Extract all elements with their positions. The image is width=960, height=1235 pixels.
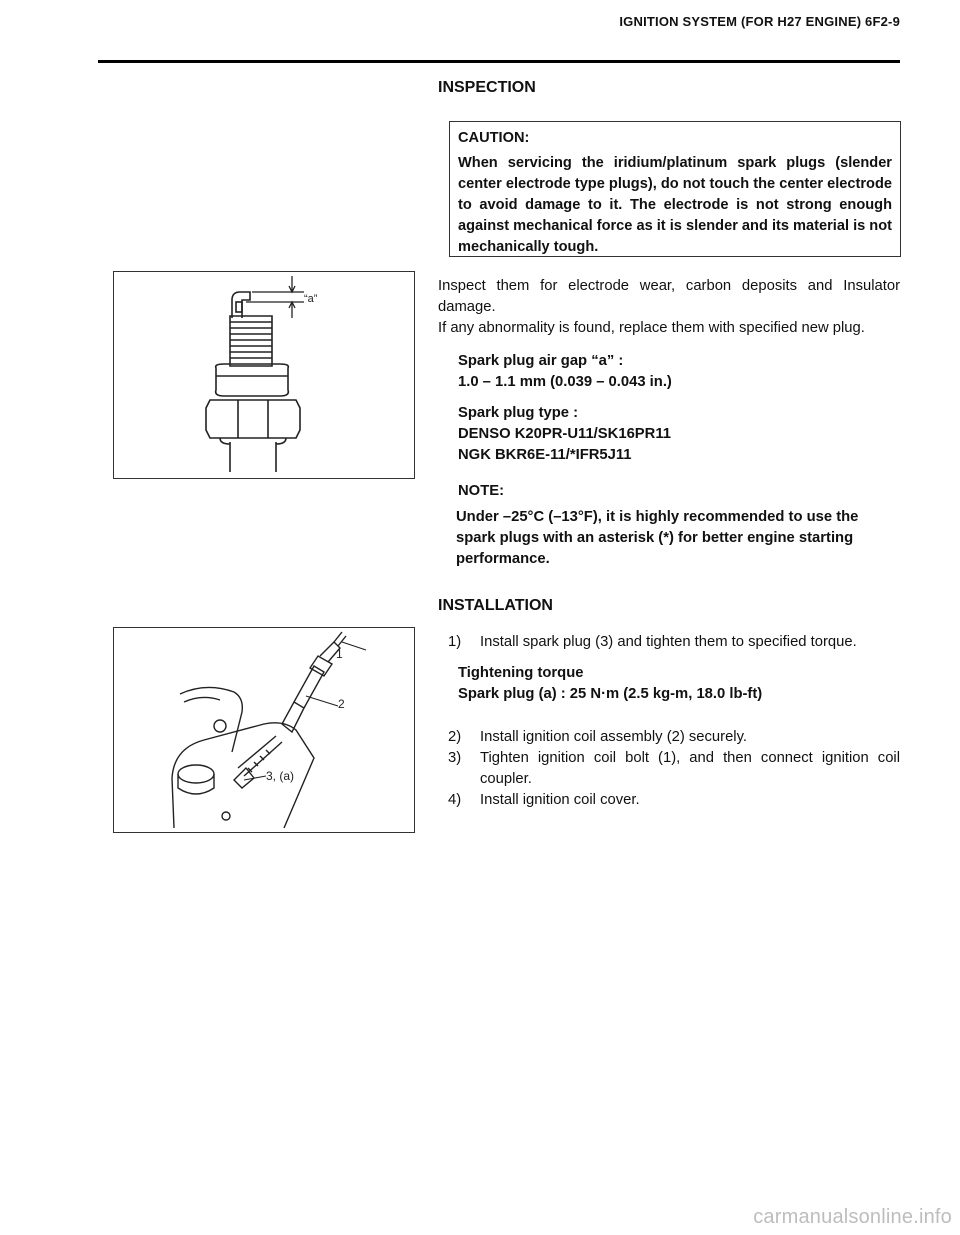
note-text: Under –25°C (–13°F), it is highly recommended to use the spark plugs with an asterisk (*) for better engine starting performance. [456, 509, 859, 567]
callout-2: 2 [338, 697, 345, 711]
step-number: 3) [448, 750, 462, 766]
gap-spec-value: 1.0 – 1.1 mm (0.039 – 0.043 in.) [458, 374, 672, 390]
plug-type-label: Spark plug type : [458, 405, 579, 421]
gap-label: “a” [304, 293, 318, 305]
step-3 [448, 748, 900, 792]
step-number: 2) [448, 729, 462, 745]
step-number: 4) [448, 792, 462, 808]
step-number: 1) [448, 634, 462, 650]
installation-heading: INSTALLATION [438, 597, 553, 614]
plug-type-denso: DENSO K20PR-U11/SK16PR11 [458, 426, 672, 442]
page-header-title: IGNITION SYSTEM (FOR H27 ENGINE) 6F2-9 [619, 14, 900, 29]
step-text: Install ignition coil cover. [480, 792, 640, 808]
step-1 [448, 632, 900, 654]
installation-figure [113, 627, 415, 833]
header-rule [98, 60, 900, 63]
caution-box [449, 121, 901, 257]
inspection-heading: INSPECTION [438, 79, 536, 96]
installation-illustration [114, 628, 414, 832]
plug-type-ngk: NGK BKR6E-11/*IFR5J11 [458, 447, 632, 463]
caution-text: When servicing the iridium/platinum spark plugs (slender center electrode type plugs), do not touch the center electrode to avoid damage to it. The electrode is not strong enough against mechanical force as it is slender and its material is not mechanically tough. [458, 155, 892, 255]
note-title: NOTE: [458, 483, 505, 499]
step-2 [448, 727, 900, 749]
spark-plug-figure [113, 271, 415, 479]
caution-title: CAUTION: [458, 130, 530, 146]
step-4 [448, 790, 900, 812]
page-header [98, 10, 900, 56]
step-text: Install ignition coil assembly (2) securely. [480, 729, 747, 745]
gap-spec-label: Spark plug air gap “a” : [458, 353, 624, 369]
replace-paragraph: If any abnormality is found, replace them with specified new plug. [438, 320, 865, 336]
step-text: Tighten ignition coil bolt (1), and then connect ignition coil coupler. [480, 750, 900, 787]
step-text: Install spark plug (3) and tighten them to specified torque. [480, 634, 857, 650]
torque-label: Tightening torque [458, 665, 584, 681]
callout-3a: 3, (a) [266, 769, 295, 783]
inspect-paragraph: Inspect them for electrode wear, carbon deposits and Insulator damage. [438, 278, 900, 315]
watermark: carmanualsonline.info [753, 1206, 952, 1228]
callout-1: 1 [336, 647, 343, 661]
torque-value: Spark plug (a) : 25 N·m (2.5 kg-m, 18.0 lb-ft) [458, 686, 763, 702]
spark-plug-illustration [114, 272, 414, 478]
